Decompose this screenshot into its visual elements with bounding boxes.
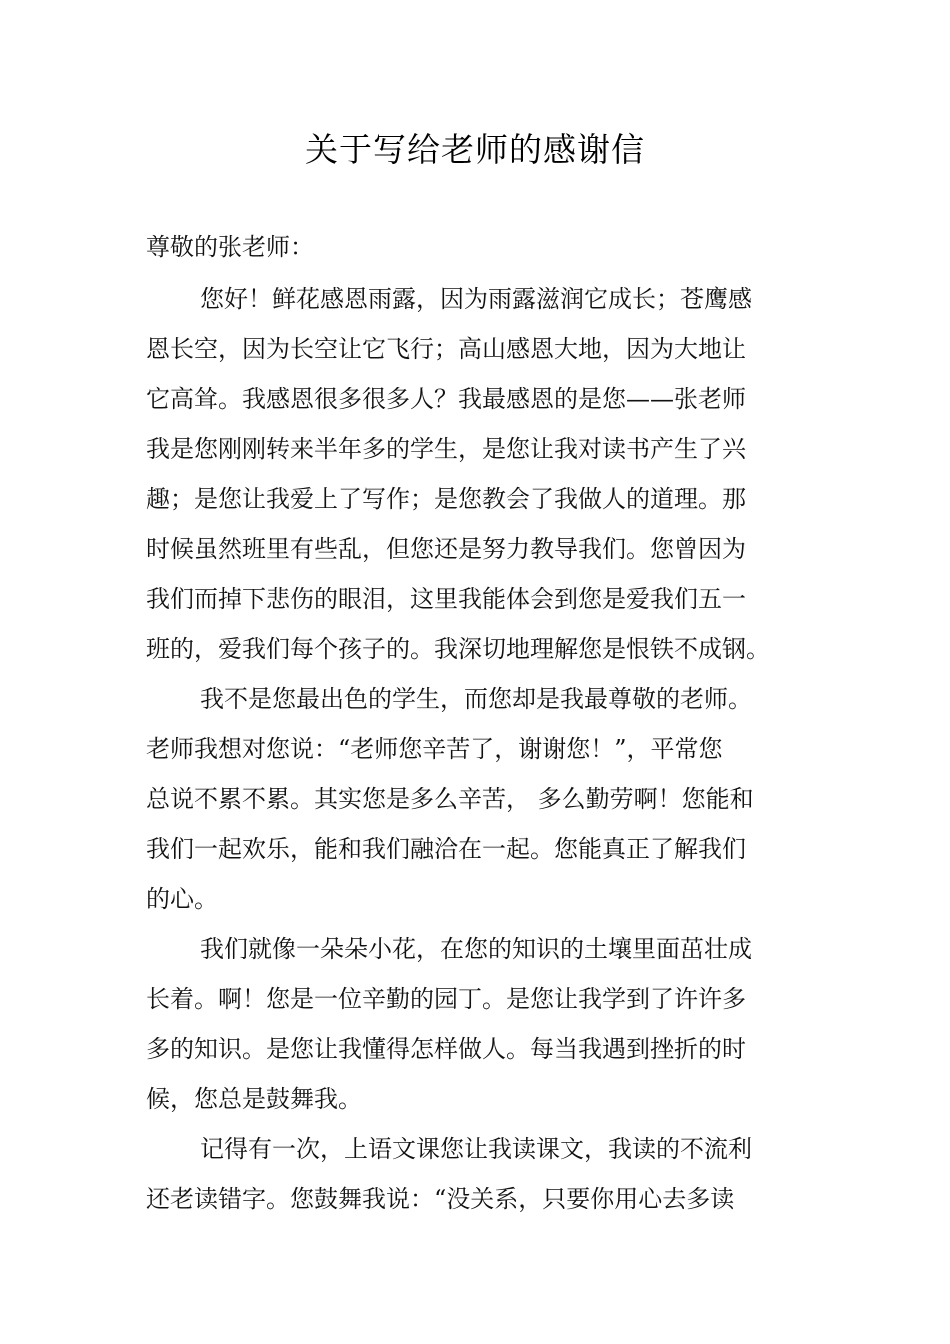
text-line: 我们而掉下悲伤的眼泪，这里我能体会到您是爱我们五一 [146, 585, 746, 613]
text-line: 恩长空，因为长空让它飞行；高山感恩大地，因为大地让 [146, 335, 746, 363]
text-line: 总说不累不累。其实您是多么辛苦， 多么勤劳啊！您能和 [146, 785, 754, 813]
salutation: 尊敬的张老师： [146, 233, 314, 261]
text-line: 我们一起欢乐，能和我们融洽在一起。您能真正了解我们 [146, 835, 746, 863]
text-line: 我们就像一朵朵小花，在您的知识的土壤里面茁壮成 [200, 935, 752, 963]
text-line: 班的，爱我们每个孩子的。我深切地理解您是恨铁不成钢。 [146, 635, 770, 663]
text-line: 我不是您最出色的学生，而您却是我最尊敬的老师。 [200, 685, 752, 713]
text-line: 还老读错字。您鼓舞我说：“没关系，只要你用心去多读 [146, 1185, 735, 1213]
text-line: 的心。 [146, 885, 218, 913]
text-line: 您好！鲜花感恩雨露，因为雨露滋润它成长；苍鹰感 [200, 285, 752, 313]
document-title: 关于写给老师的感谢信 [305, 130, 645, 169]
text-line: 我是您刚刚转来半年多的学生，是您让我对读书产生了兴 [146, 435, 746, 463]
text-line: 记得有一次，上语文课您让我读课文，我读的不流利 [200, 1135, 752, 1163]
text-line: 多的知识。是您让我懂得怎样做人。每当我遇到挫折的时 [146, 1035, 746, 1063]
text-line: 趣；是您让我爱上了写作；是您教会了我做人的道理。那 [146, 485, 746, 513]
text-line: 长着。啊！您是一位辛勤的园丁。是您让我学到了许许多 [146, 985, 746, 1013]
text-line: 老师我想对您说：“老师您辛苦了，谢谢您！”，平常您 [146, 735, 723, 763]
text-line: 它高耸。我感恩很多很多人？我最感恩的是您——张老师 [146, 385, 746, 413]
text-line: 候，您总是鼓舞我。 [146, 1085, 362, 1113]
text-line: 时候虽然班里有些乱，但您还是努力教导我们。您曾因为 [146, 535, 746, 563]
